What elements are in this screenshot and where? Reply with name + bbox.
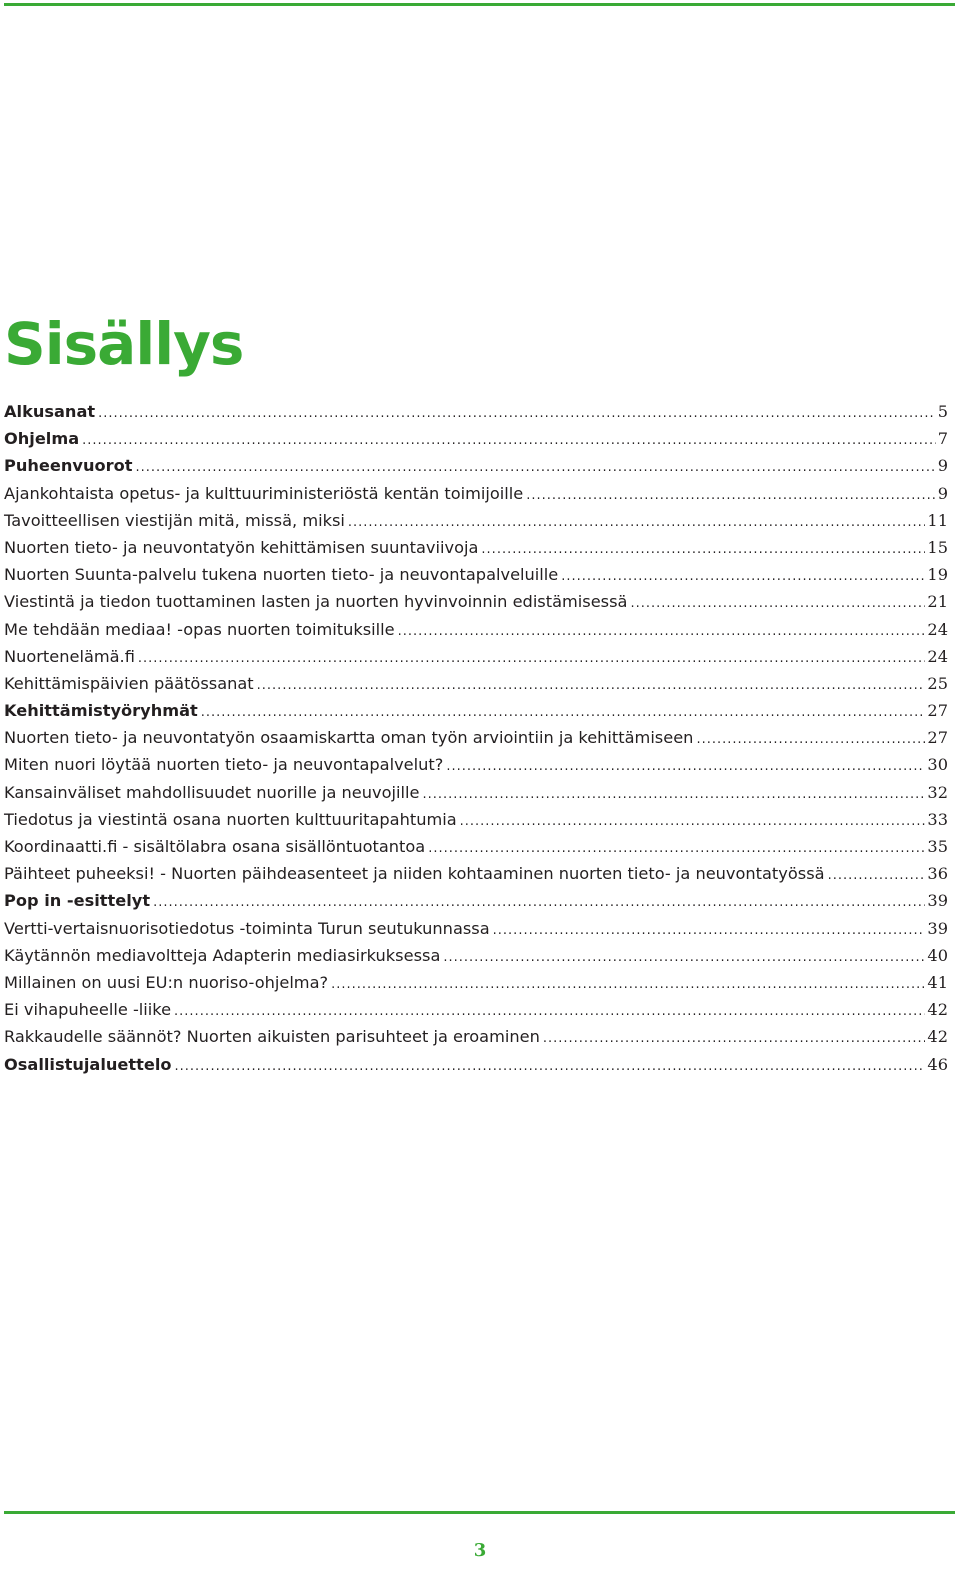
dot-leader [493,917,926,944]
toc-entry-title: Millainen on uusi EU:n nuoriso-ohjelma? [4,972,329,992]
toc-entry[interactable] [4,697,948,724]
toc-entry[interactable] [4,507,948,534]
toc-entry-title: Viestintä ja tiedon tuottaminen lasten ja nuorten hyvinvoinnin edistämisessä [4,592,628,612]
toc-entry-title: Nuorten tieto- ja neuvontatyön kehittämisen suuntaviivoja [4,537,479,557]
dot-leader [446,753,925,780]
toc-entry[interactable] [4,1023,948,1050]
dot-leader [175,1053,926,1080]
toc-entry-page: 42 [927,1027,948,1047]
toc-entry[interactable] [4,942,948,969]
toc-entry-page: 46 [927,1054,948,1074]
toc-entry[interactable] [4,1051,948,1078]
toc-entry-title: Kansainväliset mahdollisuudet nuorille ja neuvojille [4,782,420,802]
toc-entry[interactable] [4,779,948,806]
toc-entry-page: 15 [927,537,948,557]
toc-entry[interactable] [4,398,948,425]
bottom-rule [4,1511,955,1514]
toc-entry-title: Nuorten tieto- ja neuvontatyön osaamiskartta oman työn arviointiin ja kehittämiseen [4,728,694,748]
toc-entry-page: 39 [927,891,948,911]
dot-leader [460,808,926,835]
toc-entry-page: 21 [927,592,948,612]
toc-entry-title: Alkusanat [4,402,96,421]
toc-entry-page: 42 [927,1000,948,1020]
toc-entry-title: Puheenvuorot [4,456,133,476]
toc-entry-page: 32 [927,782,948,802]
toc-entry-title: Ei vihapuheelle -liike [4,1000,172,1020]
toc-entry-page: 25 [927,673,948,693]
toc-entry[interactable] [4,561,948,588]
dot-leader [82,427,936,454]
toc-entry-page: 35 [927,837,948,856]
toc-entry-page: 5 [937,402,948,421]
toc-entry-title: Me tehdään mediaa! -opas nuorten toimituksille [4,619,395,639]
dot-leader [543,1025,926,1052]
dot-leader [481,536,925,563]
toc-entry-page: 36 [927,864,948,884]
toc-entry-title: Nuortenelämä.fi [4,646,135,666]
dot-leader [257,672,926,699]
toc-entry-title: Vertti-vertaisnuorisotiedotus -toiminta Turun seutukunnassa [4,918,490,938]
toc-entry[interactable] [4,670,948,697]
table-of-contents [4,398,948,1078]
toc-entry-page: 40 [927,945,948,965]
top-rule [4,3,955,6]
toc-entry-page: 24 [927,646,948,666]
toc-entry-page: 30 [927,755,948,775]
toc-entry[interactable] [4,480,948,507]
dot-leader [696,726,925,753]
toc-entry-page: 39 [927,918,948,938]
toc-entry-title: Tavoitteellisen viestijän mitä, missä, miksi [4,510,345,530]
toc-entry-page: 24 [927,619,948,639]
toc-entry[interactable] [4,915,948,942]
page-number: 3 [473,1540,487,1561]
toc-entry[interactable] [4,616,948,643]
toc-entry-page: 27 [927,728,948,748]
toc-entry-page: 9 [937,456,948,476]
toc-entry[interactable] [4,860,948,887]
dot-leader [422,781,925,808]
toc-entry-title: Ohjelma [4,429,80,449]
toc-entry-title: Osallistujaluettelo [4,1054,172,1074]
toc-entry-title: Pop in -esittelyt [4,891,151,911]
toc-entry-title: Käytännön mediavoltteja Adapterin mediasirkuksessa [4,945,441,965]
dot-leader [138,645,925,672]
toc-entry[interactable] [4,806,948,833]
page-title: Sisällys [4,310,244,378]
dot-leader [828,862,926,889]
dot-leader [526,482,935,509]
toc-entry[interactable] [4,996,948,1023]
dot-leader [174,998,925,1025]
toc-entry[interactable] [4,724,948,751]
dot-leader [561,563,925,590]
toc-entry-title: Kehittämispäivien päätössanat [4,673,254,693]
toc-entry-page: 9 [937,483,948,503]
toc-entry[interactable] [4,833,948,860]
toc-entry[interactable] [4,425,948,452]
dot-leader [398,618,926,645]
toc-entry-title: Nuorten Suunta-palvelu tukena nuorten tieto- ja neuvontapalveluille [4,565,559,585]
toc-entry-page: 27 [927,701,948,721]
toc-entry[interactable] [4,751,948,778]
toc-entry[interactable] [4,452,948,479]
toc-entry-title: Ajankohtaista opetus- ja kulttuuriministeriöstä kentän toimijoille [4,483,524,503]
toc-entry-title: Koordinaatti.fi - sisältölabra osana sisällöntuotantoa [4,837,426,856]
toc-entry-title: Kehittämistyöryhmät [4,701,198,721]
dot-leader [331,971,925,998]
dot-leader [98,400,936,427]
toc-entry[interactable] [4,588,948,615]
toc-entry[interactable] [4,643,948,670]
dot-leader [443,944,925,971]
dot-leader [348,509,926,536]
dot-leader [201,699,926,726]
toc-entry-page: 19 [927,565,948,585]
toc-entry[interactable] [4,534,948,561]
toc-entry-page: 11 [927,510,948,530]
toc-entry-title: Miten nuori löytää nuorten tieto- ja neuvontapalvelut? [4,755,444,775]
toc-entry-page: 33 [927,809,948,829]
toc-entry-title: Rakkaudelle säännöt? Nuorten aikuisten parisuhteet ja eroaminen [4,1027,540,1047]
toc-entry-title: Tiedotus ja viestintä osana nuorten kulttuuritapahtumia [4,809,457,829]
dot-leader [135,454,935,481]
toc-entry-page: 41 [927,972,948,992]
toc-entry[interactable] [4,887,948,914]
dot-leader [630,590,925,617]
dot-leader [153,889,925,916]
toc-entry[interactable] [4,969,948,996]
toc-entry-title: Päihteet puheeksi! - Nuorten päihdeasenteet ja niiden kohtaaminen nuorten tieto- ja neuvontatyössä [4,864,825,884]
dot-leader [428,835,925,862]
toc-entry-page: 7 [937,429,948,449]
